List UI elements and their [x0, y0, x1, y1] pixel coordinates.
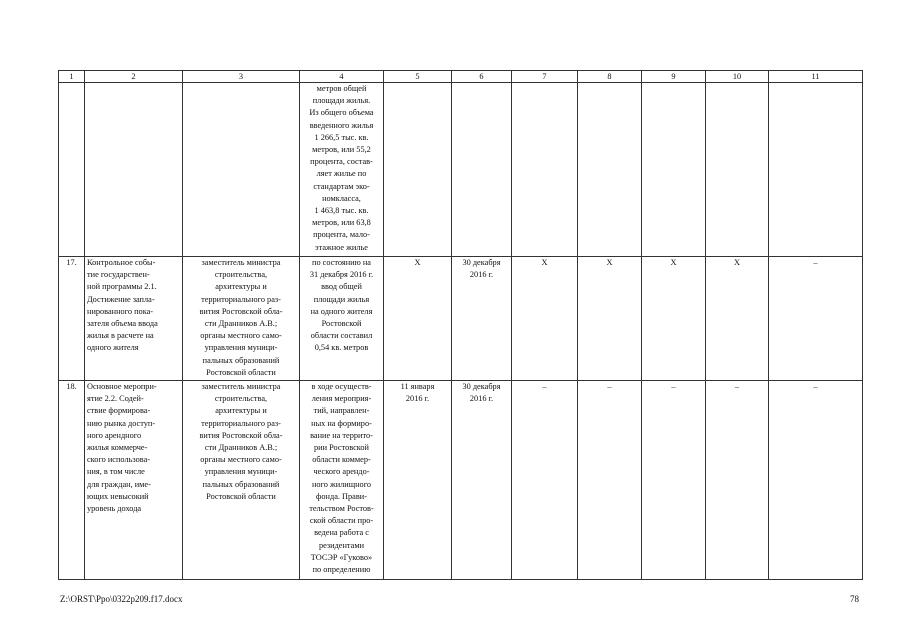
table-cell: [578, 83, 642, 257]
file-path: Z:\ORST\Ppo\0322p209.f17.docx: [60, 594, 183, 604]
table-row: [59, 257, 863, 381]
row-number: 17.: [59, 257, 85, 381]
col-11-value: –: [769, 257, 863, 381]
table-cell: [706, 83, 769, 257]
header-cell: 4: [300, 71, 384, 83]
start-date: Х: [384, 257, 452, 381]
col-9-value: –: [642, 381, 706, 580]
col-7-value: –: [512, 381, 578, 580]
table-cell: [769, 83, 863, 257]
header-cell: 7: [512, 71, 578, 83]
header-cell: 5: [384, 71, 452, 83]
table-cell: [59, 83, 85, 257]
col-9-value: Х: [642, 257, 706, 381]
activity-name: Контрольное собы- тие государствен- ной программы 2.1. Достижение запла- нированного пока- зателя объема ввода жилья в расчете на одного жителя: [85, 257, 183, 381]
header-cell: 9: [642, 71, 706, 83]
page-number: 78: [850, 594, 859, 604]
table-cell: [642, 83, 706, 257]
col-11-value: –: [769, 381, 863, 580]
header-cell: 8: [578, 71, 642, 83]
responsible-person: заместитель министра строительства, архитектуры и территориального раз- вития Ростовской обла- сти Дранников А.В.; органы местного само- управления муници- пальных образований Ростовской области: [183, 381, 300, 580]
table-row: [59, 381, 863, 580]
end-date: 30 декабря 2016 г.: [452, 381, 512, 580]
header-cell: 6: [452, 71, 512, 83]
header-cell: 3: [183, 71, 300, 83]
header-cell: 11: [769, 71, 863, 83]
table-cell: [512, 83, 578, 257]
col-7-value: Х: [512, 257, 578, 381]
row-number: 18.: [59, 381, 85, 580]
activity-name: Основное меропри- ятие 2.2. Содей- ствие формирова- нию рынка доступ- ного арендного жилья коммерче- ского использова- ния, в том числе для граждан, име- ющих невысокий уровень дохода: [85, 381, 183, 580]
continuation-row: [59, 83, 863, 257]
col-8-value: –: [578, 381, 642, 580]
table-cell: [452, 83, 512, 257]
header-cell: 2: [85, 71, 183, 83]
table-cell: [85, 83, 183, 257]
responsible-person: заместитель министра строительства, архитектуры и территориального раз- вития Ростовской обла- сти Дранников А.В.; органы местного само- управления муници- пальных образований Ростовской области: [183, 257, 300, 381]
result-text: по состоянию на 31 декабря 2016 г. ввод общей площади жилья на одного жителя Ростовской области составил 0,54 кв. метров: [300, 257, 384, 381]
header-cell: 10: [706, 71, 769, 83]
col-10-value: Х: [706, 257, 769, 381]
table-cell: [183, 83, 300, 257]
header-cell: 1: [59, 71, 85, 83]
continuation-result-cell: метров общей площади жилья. Из общего объема введенного жилья 1 266,5 тыс. кв. метров, или 55,2 процента, состав- ляет жилье по стандартам эко- номкласса, 1 463,8 тыс. кв. метров, или 63,8 процента, мало- этажное жилье: [300, 83, 384, 257]
document-table: [58, 70, 863, 580]
header-row: [59, 71, 863, 83]
end-date: 30 декабря 2016 г.: [452, 257, 512, 381]
table-cell: [384, 83, 452, 257]
col-10-value: –: [706, 381, 769, 580]
result-text: в ходе осуществ- ления мероприя- тий, направлен- ных на формиро- вание на террито- рии Ростовской области коммер- ческого арендо- ного жилищного фонда. Прави- тельством Ростов- ской области про- ведена работа с резидентами ТОСЭР «Гуково» по определению: [300, 381, 384, 580]
col-8-value: Х: [578, 257, 642, 381]
start-date: 11 января 2016 г.: [384, 381, 452, 580]
